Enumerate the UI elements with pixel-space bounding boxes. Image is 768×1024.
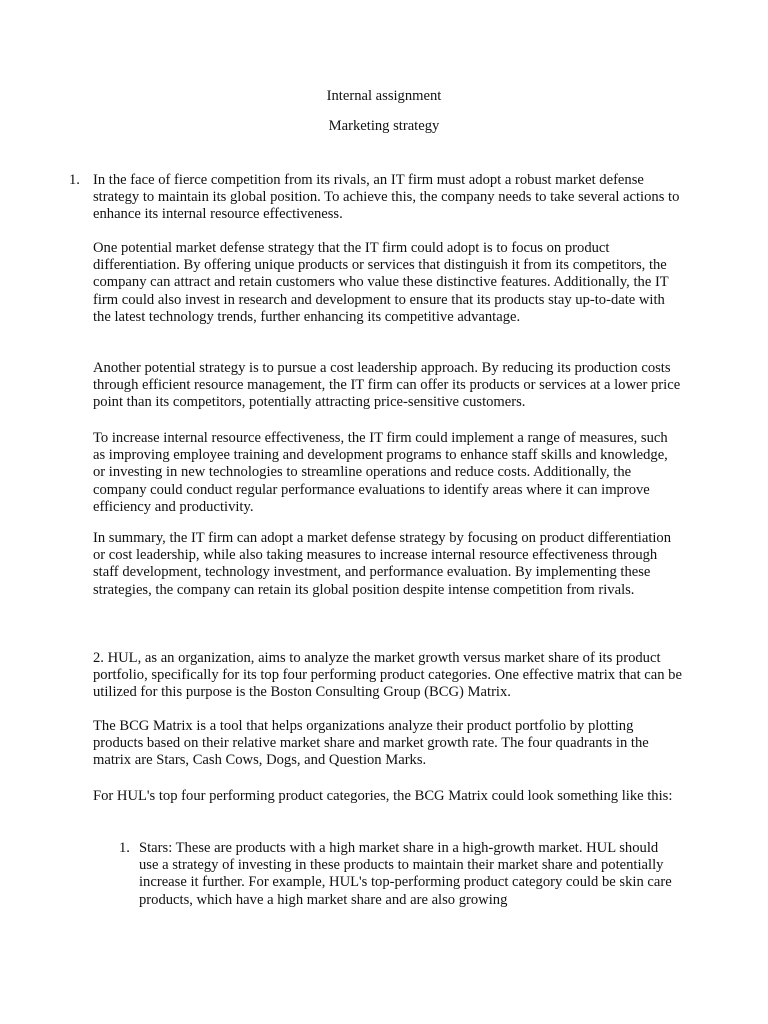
q1-paragraph-summary: In summary, the IT firm can adopt a market defense strategy by focusing on product differentiation or cost leadership, while also taking measures to increase internal resource effectiveness through staff development, technology investment, and performance evaluation. By implementing these strategies, the company can retain its global position despite intense competition from rivals. xyxy=(93,530,672,598)
q1-paragraph-differentiation: One potential market defense strategy that the IT firm could adopt is to focus on product differentiation. By offering unique products or services that distinguish it from its competitors, the company can attract and retain customers who value these distinctive features. Additionally, the IT firm could also invest in research and development to ensure that its products stay up-to-date with the latest technology trends, further enhancing its competitive advantage. xyxy=(93,240,669,325)
q1-intro-paragraph: In the face of fierce competition from its rivals, an IT firm must adopt a robust market defense strategy to maintain its global position. To achieve this, the company needs to take several actions to enhance its internal resource effectiveness. xyxy=(93,172,680,223)
q2-paragraph-bcg-intro: For HUL's top four performing product categories, the BCG Matrix could look something like this: xyxy=(93,788,673,804)
page-subtitle: Marketing strategy xyxy=(328,118,440,134)
q1-number: 1. xyxy=(69,172,80,188)
list-item-number: 1. xyxy=(119,840,130,856)
q1-paragraph-resource-effectiveness: To increase internal resource effectiveness, the IT firm could implement a range of measures, such as improving employee training and development programs to enhance staff skills and knowledge, or investing in new technologies to streamline operations and reduce costs. Additionally, the company could conduct regular performance evaluations to identify areas where it can improve efficiency and productivity. xyxy=(93,430,668,515)
q2-paragraph-bcg-definition: The BCG Matrix is a tool that helps organizations analyze their product portfolio by plotting products based on their relative market share and market growth rate. The four quadrants in the matrix are Stars, Cash Cows, Dogs, and Question Marks. xyxy=(93,718,649,769)
q1-paragraph-cost-leadership: Another potential strategy is to pursue a cost leadership approach. By reducing its production costs through efficient resource management, the IT firm can offer its products or services at a lower price point than its competitors, potentially attracting price-sensitive customers. xyxy=(93,360,681,411)
page-title: Internal assignment xyxy=(326,88,442,104)
list-item-stars: Stars: These are products with a high market share in a high-growth market. HUL should use a strategy of investing in these products to maintain their market share and potentially increase it further. For example, HUL's top-performing product category could be skin care products, which have a high market share and are also growing xyxy=(139,840,672,908)
q2-intro-paragraph: 2. HUL, as an organization, aims to analyze the market growth versus market share of its product portfolio, specifically for its top four performing product categories. One effective matrix that can be utilized for this purpose is the Boston Consulting Group (BCG) Matrix. xyxy=(93,650,682,701)
